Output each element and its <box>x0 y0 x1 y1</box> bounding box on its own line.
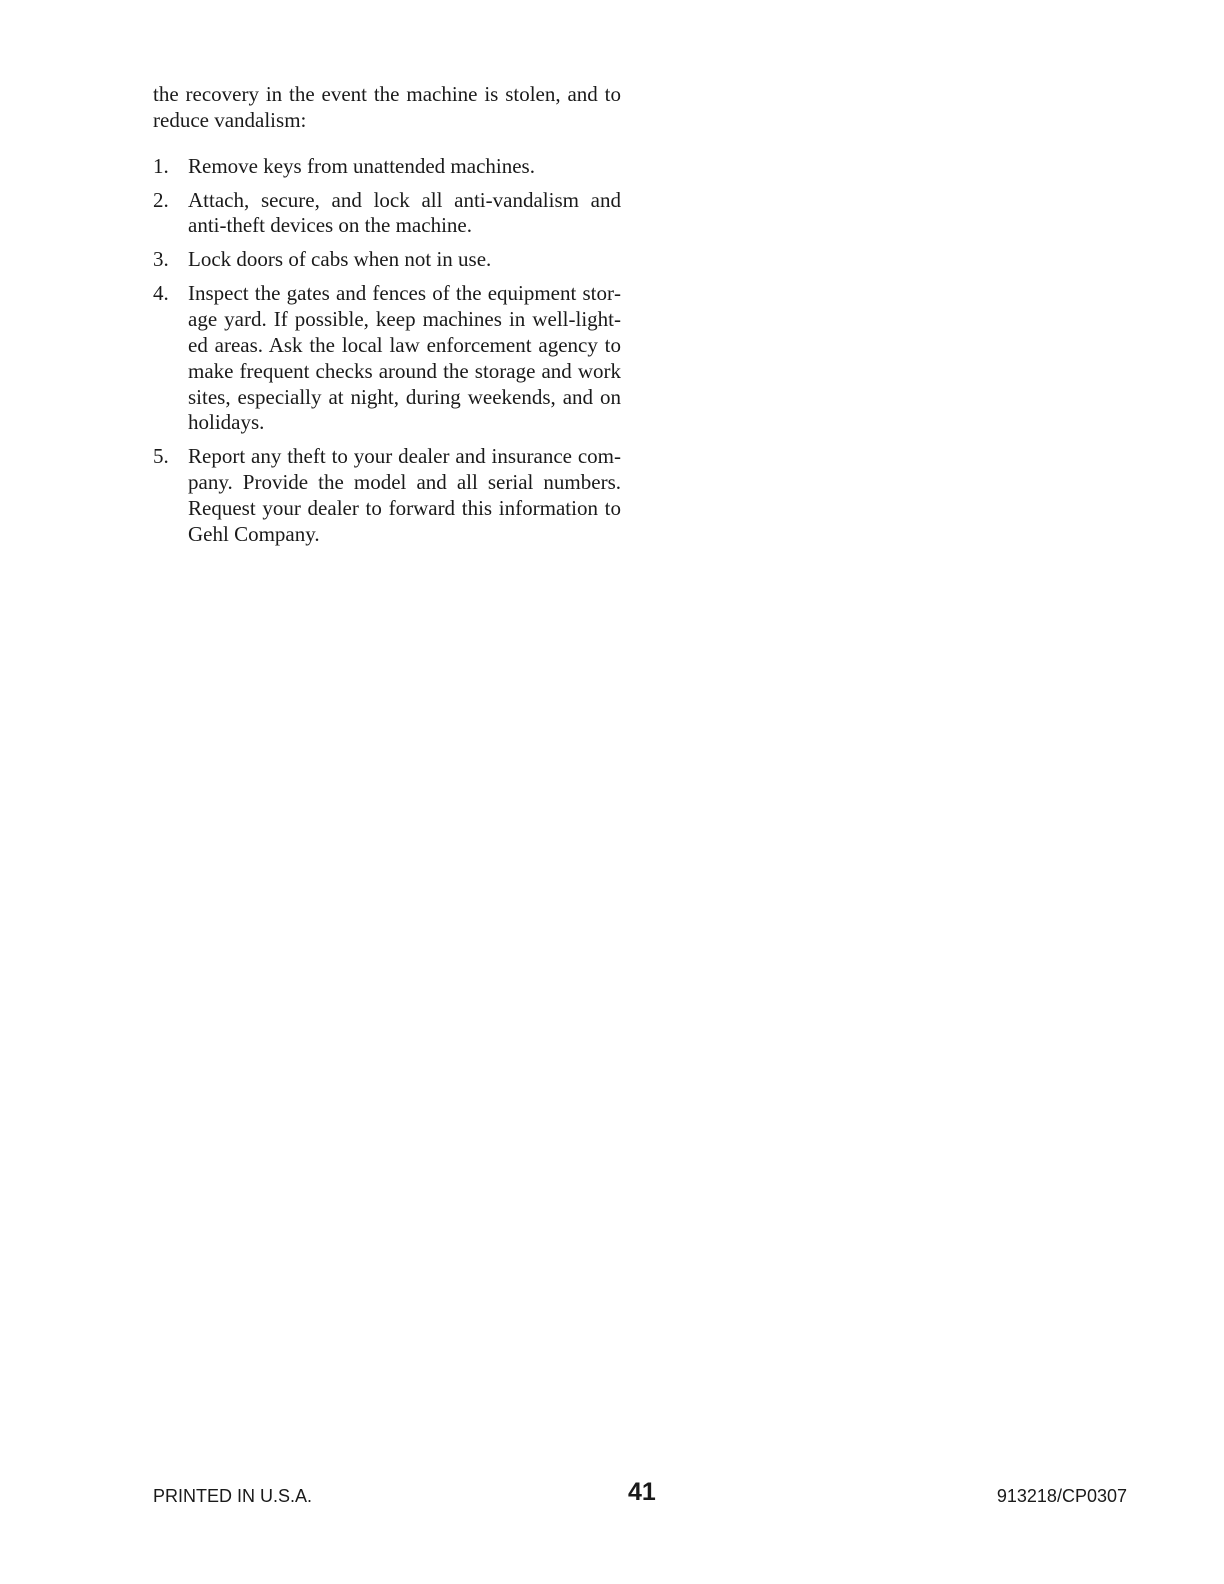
page-footer <box>153 1478 1127 1512</box>
list-item <box>153 247 621 273</box>
intro-paragraph: the recovery in the event the machine is stolen, and to reduce vandalism: <box>153 82 621 132</box>
list-item-text: Lock doors of cabs when not in use. <box>188 247 492 272</box>
list-item <box>153 154 621 180</box>
list-item-number: 5. <box>153 444 169 469</box>
list-item <box>153 188 621 240</box>
list-item <box>153 444 621 547</box>
list-item-text: Remove keys from unattended machines. <box>188 153 535 178</box>
list-item-text: Report any theft to your dealer and insurance company. Provide the model and all serial numbers. Request your dealer to forward this information to Gehl Company. <box>188 444 621 546</box>
list-item-number: 1. <box>153 153 169 178</box>
document-code: 913218/CP0307 <box>996 1486 1127 1506</box>
text-column <box>153 82 621 556</box>
list-item-number: 2. <box>153 187 169 212</box>
page-number: 41 <box>628 1478 656 1506</box>
printed-in-label: PRINTED IN U.S.A. <box>153 1486 313 1506</box>
theft-prevention-list <box>153 154 621 548</box>
list-item-text: Inspect the gates and fences of the equipment storage yard. If possible, keep machines in well-lighted areas. Ask the local law enforcement agency to make frequent checks around the storage and work sites, especially at night, during weekends, and on holidays. <box>188 281 621 435</box>
list-item <box>153 281 621 436</box>
list-item-number: 4. <box>153 281 169 306</box>
list-item-number: 3. <box>153 247 169 272</box>
list-item-text: Attach, secure, and lock all anti-vandalism and anti-theft devices on the machine. <box>188 187 621 238</box>
